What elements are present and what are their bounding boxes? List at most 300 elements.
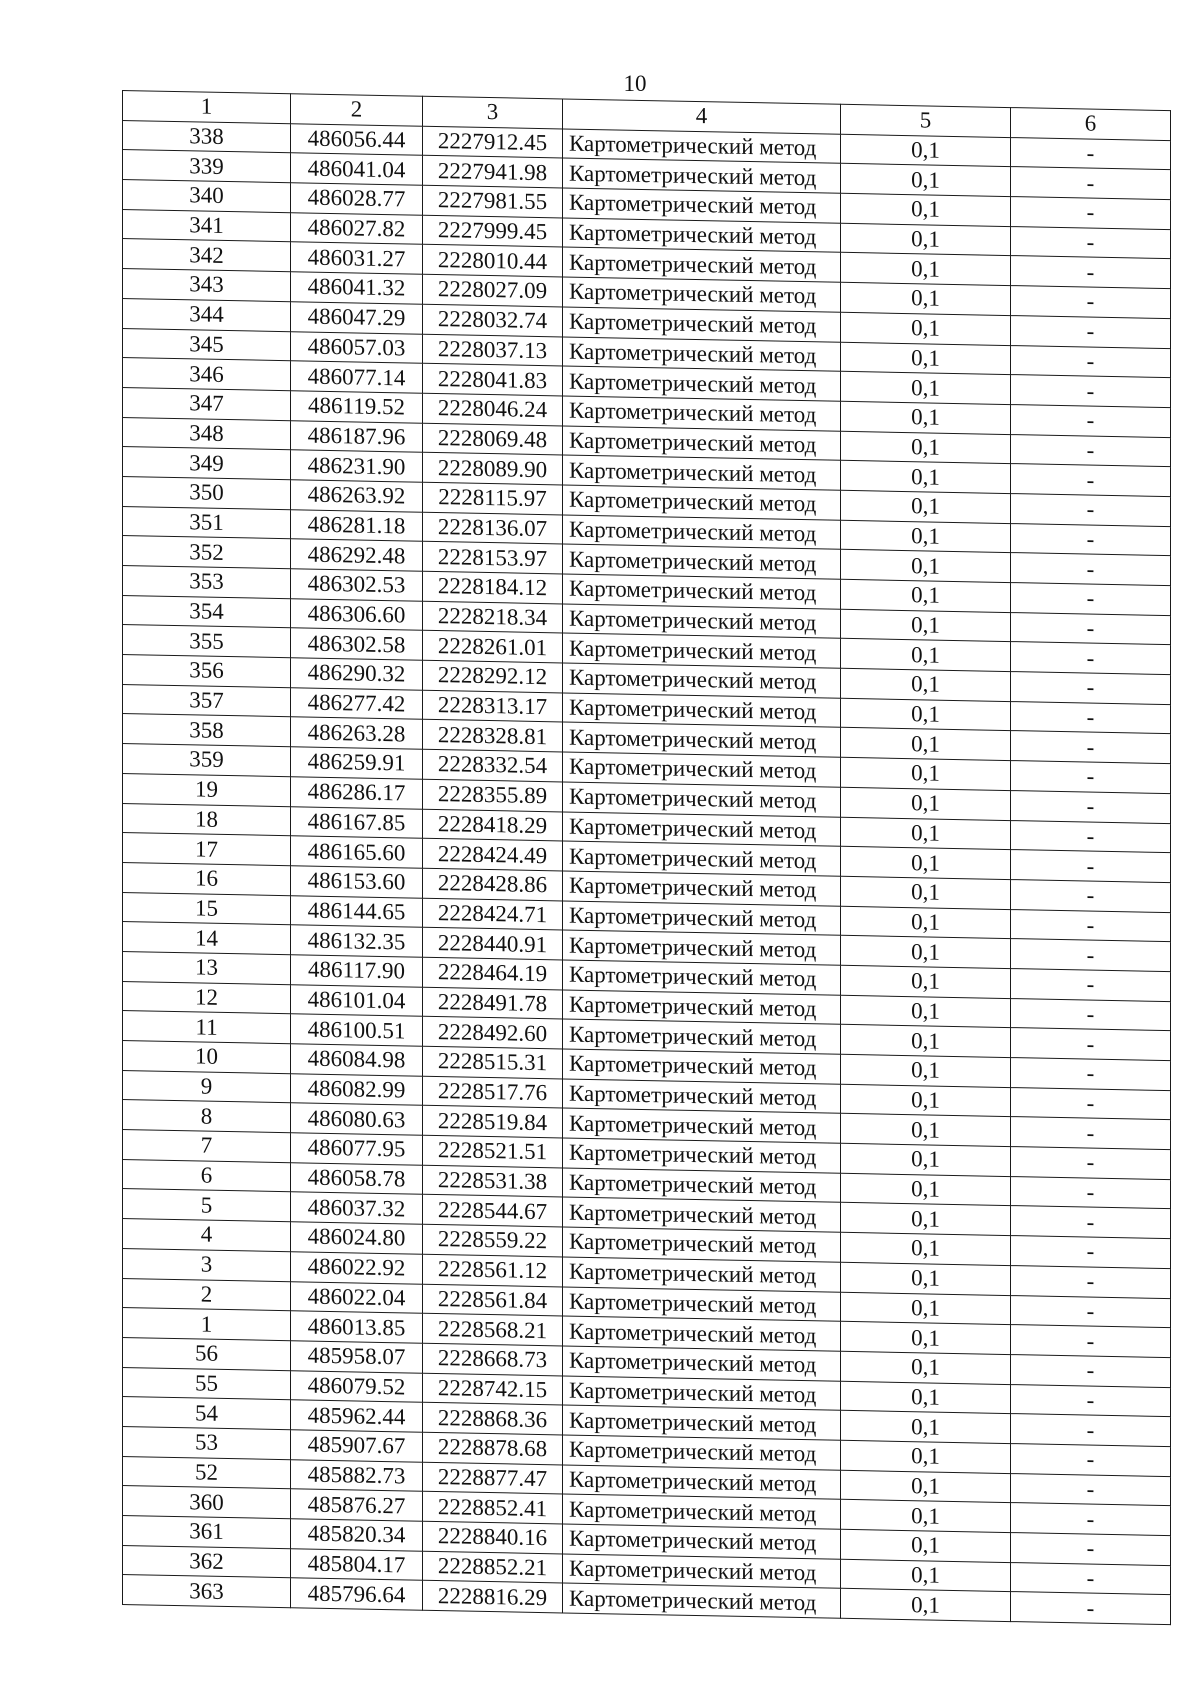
coordinate-x-cell: 485876.27 (291, 1489, 423, 1521)
accuracy-cell: 0,1 (841, 342, 1011, 375)
coordinate-y-cell: 2228041.83 (423, 363, 563, 395)
description-cell: - (1011, 1206, 1171, 1239)
coordinate-x-cell: 486292.48 (291, 539, 423, 571)
coordinate-x-cell: 486022.04 (291, 1281, 423, 1313)
method-cell: Картометрический метод (563, 247, 841, 282)
accuracy-cell: 0,1 (841, 312, 1011, 345)
coordinate-y-cell: 2228046.24 (423, 393, 563, 425)
method-cell: Картометрический метод (563, 1197, 841, 1232)
accuracy-cell: 0,1 (841, 1411, 1011, 1444)
accuracy-cell: 0,1 (841, 1321, 1011, 1354)
point-number-cell: 16 (123, 862, 291, 895)
description-cell: - (1011, 1473, 1171, 1506)
description-cell: - (1011, 701, 1171, 734)
coordinate-x-cell: 486013.85 (291, 1311, 423, 1343)
coordinate-y-cell: 2228544.67 (423, 1195, 563, 1227)
description-cell: - (1011, 1325, 1171, 1358)
coordinate-y-cell: 2228218.34 (423, 601, 563, 633)
point-number-cell: 349 (123, 447, 291, 480)
point-number-cell: 52 (123, 1456, 291, 1489)
coordinate-x-cell: 485820.34 (291, 1519, 423, 1551)
point-number-cell: 346 (123, 358, 291, 391)
accuracy-cell: 0,1 (841, 1351, 1011, 1384)
accuracy-cell: 0,1 (841, 1589, 1011, 1622)
coordinate-y-cell: 2228877.47 (423, 1462, 563, 1494)
method-cell: Картометрический метод (563, 990, 841, 1025)
coordinate-x-cell: 486302.58 (291, 628, 423, 660)
description-cell: - (1011, 998, 1171, 1031)
coordinate-x-cell: 486082.99 (291, 1073, 423, 1105)
coordinate-x-cell: 486277.42 (291, 687, 423, 719)
point-number-cell: 357 (123, 684, 291, 717)
point-number-cell: 340 (123, 180, 291, 213)
coordinate-x-cell: 486165.60 (291, 836, 423, 868)
point-number-cell: 2 (123, 1278, 291, 1311)
description-cell: - (1011, 879, 1171, 912)
coordinate-x-cell: 485804.17 (291, 1548, 423, 1580)
point-number-cell: 9 (123, 1070, 291, 1103)
accuracy-cell: 0,1 (841, 550, 1011, 583)
point-number-cell: 12 (123, 981, 291, 1014)
coordinate-y-cell: 2228491.78 (423, 987, 563, 1019)
description-cell: - (1011, 1087, 1171, 1120)
header-col-2: 2 (291, 94, 423, 126)
coordinate-x-cell: 486259.91 (291, 747, 423, 779)
description-cell: - (1011, 1058, 1171, 1091)
coordinate-y-cell: 2228559.22 (423, 1224, 563, 1256)
description-cell: - (1011, 464, 1171, 497)
coordinate-y-cell: 2228261.01 (423, 631, 563, 663)
point-number-cell: 3 (123, 1248, 291, 1281)
point-number-cell: 347 (123, 387, 291, 420)
coordinate-x-cell: 486117.90 (291, 955, 423, 987)
coordinate-y-cell: 2228519.84 (423, 1106, 563, 1138)
point-number-cell: 342 (123, 239, 291, 272)
coordinate-x-cell: 486058.78 (291, 1162, 423, 1194)
method-cell: Картометрический метод (563, 871, 841, 906)
method-cell: Картометрический метод (563, 693, 841, 728)
method-cell: Картометрический метод (563, 1435, 841, 1470)
coordinate-y-cell: 2228424.49 (423, 838, 563, 870)
header-col-1: 1 (123, 91, 291, 124)
point-number-cell: 345 (123, 328, 291, 361)
point-number-cell: 353 (123, 566, 291, 599)
description-cell: - (1011, 493, 1171, 526)
coordinate-x-cell: 485882.73 (291, 1459, 423, 1491)
point-number-cell: 13 (123, 951, 291, 984)
coordinate-y-cell: 2228115.97 (423, 482, 563, 514)
point-number-cell: 6 (123, 1159, 291, 1192)
description-cell: - (1011, 167, 1171, 200)
accuracy-cell: 0,1 (841, 965, 1011, 998)
description-cell: - (1011, 137, 1171, 170)
coordinate-y-cell: 2228153.97 (423, 542, 563, 574)
accuracy-cell: 0,1 (841, 1440, 1011, 1473)
accuracy-cell: 0,1 (841, 728, 1011, 761)
accuracy-cell: 0,1 (841, 1114, 1011, 1147)
accuracy-cell: 0,1 (841, 817, 1011, 850)
method-cell: Картометрический метод (563, 752, 841, 787)
coordinate-x-cell: 486028.77 (291, 183, 423, 215)
accuracy-cell: 0,1 (841, 1500, 1011, 1533)
point-number-cell: 5 (123, 1189, 291, 1222)
method-cell: Картометрический метод (563, 1376, 841, 1411)
coordinate-x-cell: 486041.32 (291, 272, 423, 304)
accuracy-cell: 0,1 (841, 1203, 1011, 1236)
coordinate-y-cell: 2227912.45 (423, 126, 563, 158)
description-cell: - (1011, 612, 1171, 645)
coordinate-y-cell: 2228878.68 (423, 1432, 563, 1464)
coordinate-x-cell: 486306.60 (291, 598, 423, 630)
coordinate-y-cell: 2228852.41 (423, 1492, 563, 1524)
coordinate-y-cell: 2228010.44 (423, 245, 563, 277)
accuracy-cell: 0,1 (841, 846, 1011, 879)
coordinate-x-cell: 486057.03 (291, 331, 423, 363)
coordinate-x-cell: 486144.65 (291, 895, 423, 927)
coordinate-x-cell: 486101.04 (291, 984, 423, 1016)
coordinate-x-cell: 486132.35 (291, 925, 423, 957)
coordinate-x-cell: 485796.64 (291, 1578, 423, 1610)
coordinate-y-cell: 2228852.21 (423, 1551, 563, 1583)
method-cell: Картометрический метод (563, 1346, 841, 1381)
coordinates-table-container (122, 90, 1170, 1625)
description-cell: - (1011, 404, 1171, 437)
description-cell: - (1011, 761, 1171, 794)
description-cell: - (1011, 523, 1171, 556)
coordinate-y-cell: 2228089.90 (423, 453, 563, 485)
accuracy-cell: 0,1 (841, 936, 1011, 969)
method-cell: Картометрический метод (563, 1108, 841, 1143)
accuracy-cell: 0,1 (841, 639, 1011, 672)
point-number-cell: 362 (123, 1545, 291, 1578)
accuracy-cell: 0,1 (841, 164, 1011, 197)
coordinate-x-cell: 486024.80 (291, 1222, 423, 1254)
method-cell: Картометрический метод (563, 158, 841, 193)
description-cell: - (1011, 1028, 1171, 1061)
point-number-cell: 348 (123, 417, 291, 450)
method-cell: Картометрический метод (563, 930, 841, 965)
method-cell: Картометрический метод (563, 1019, 841, 1054)
coordinate-x-cell: 486031.27 (291, 242, 423, 274)
point-number-cell: 358 (123, 714, 291, 747)
coordinate-y-cell: 2228418.29 (423, 809, 563, 841)
coordinate-y-cell: 2228037.13 (423, 334, 563, 366)
accuracy-cell: 0,1 (841, 1143, 1011, 1176)
accuracy-cell: 0,1 (841, 668, 1011, 701)
method-cell: Картометрический метод (563, 960, 841, 995)
point-number-cell: 350 (123, 476, 291, 509)
description-cell: - (1011, 642, 1171, 675)
method-cell: Картометрический метод (563, 485, 841, 520)
method-cell: Картометрический метод (563, 1316, 841, 1351)
method-cell: Картометрический метод (563, 1049, 841, 1084)
accuracy-cell: 0,1 (841, 698, 1011, 731)
method-cell: Картометрический метод (563, 544, 841, 579)
coordinate-y-cell: 2228027.09 (423, 274, 563, 306)
header-col-3: 3 (423, 96, 563, 128)
coordinate-y-cell: 2228440.91 (423, 928, 563, 960)
method-cell: Картометрический метод (563, 366, 841, 401)
coordinate-y-cell: 2228561.84 (423, 1284, 563, 1316)
coordinate-y-cell: 2228668.73 (423, 1343, 563, 1375)
method-cell: Картометрический метод (563, 574, 841, 609)
coordinate-x-cell: 486027.82 (291, 212, 423, 244)
coordinate-y-cell: 2228840.16 (423, 1521, 563, 1553)
accuracy-cell: 0,1 (841, 223, 1011, 256)
accuracy-cell: 0,1 (841, 461, 1011, 494)
description-cell: - (1011, 939, 1171, 972)
coordinate-x-cell: 485962.44 (291, 1400, 423, 1432)
coordinate-y-cell: 2228313.17 (423, 690, 563, 722)
coordinates-table (122, 90, 1171, 1625)
description-cell: - (1011, 583, 1171, 616)
coordinate-x-cell: 486187.96 (291, 420, 423, 452)
point-number-cell: 360 (123, 1486, 291, 1519)
coordinate-y-cell: 2228561.12 (423, 1254, 563, 1286)
description-cell: - (1011, 1414, 1171, 1447)
accuracy-cell: 0,1 (841, 1173, 1011, 1206)
description-cell: - (1011, 1176, 1171, 1209)
description-cell: - (1011, 375, 1171, 408)
coordinate-y-cell: 2228136.07 (423, 512, 563, 544)
coordinate-x-cell: 486047.29 (291, 302, 423, 334)
coordinate-y-cell: 2228515.31 (423, 1046, 563, 1078)
point-number-cell: 363 (123, 1575, 291, 1608)
accuracy-cell: 0,1 (841, 1559, 1011, 1592)
accuracy-cell: 0,1 (841, 401, 1011, 434)
method-cell: Картометрический метод (563, 336, 841, 371)
coordinate-x-cell: 486286.17 (291, 777, 423, 809)
point-number-cell: 361 (123, 1516, 291, 1549)
coordinate-y-cell: 2228742.15 (423, 1373, 563, 1405)
accuracy-cell: 0,1 (841, 1381, 1011, 1414)
point-number-cell: 355 (123, 625, 291, 658)
description-cell: - (1011, 1117, 1171, 1150)
accuracy-cell: 0,1 (841, 520, 1011, 553)
coordinate-x-cell: 486281.18 (291, 509, 423, 541)
point-number-cell: 10 (123, 1041, 291, 1074)
description-cell: - (1011, 197, 1171, 230)
method-cell: Картометрический метод (563, 396, 841, 431)
description-cell: - (1011, 1384, 1171, 1417)
method-cell: Картометрический метод (563, 663, 841, 698)
method-cell: Картометрический метод (563, 811, 841, 846)
coordinate-x-cell: 485958.07 (291, 1341, 423, 1373)
method-cell: Картометрический метод (563, 1465, 841, 1500)
accuracy-cell: 0,1 (841, 193, 1011, 226)
description-cell: - (1011, 1147, 1171, 1180)
coordinate-x-cell: 486290.32 (291, 658, 423, 690)
coordinate-y-cell: 2228332.54 (423, 749, 563, 781)
table-body (123, 120, 1171, 1624)
coordinate-y-cell: 2228292.12 (423, 660, 563, 692)
method-cell: Картометрический метод (563, 722, 841, 757)
accuracy-cell: 0,1 (841, 1262, 1011, 1295)
description-cell: - (1011, 731, 1171, 764)
coordinate-y-cell: 2228069.48 (423, 423, 563, 455)
accuracy-cell: 0,1 (841, 371, 1011, 404)
accuracy-cell: 0,1 (841, 579, 1011, 612)
point-number-cell: 341 (123, 209, 291, 242)
method-cell: Картометрический метод (563, 1405, 841, 1440)
point-number-cell: 54 (123, 1397, 291, 1430)
coordinate-y-cell: 2228184.12 (423, 571, 563, 603)
point-number-cell: 351 (123, 506, 291, 539)
method-cell: Картометрический метод (563, 515, 841, 550)
description-cell: - (1011, 1295, 1171, 1328)
coordinate-y-cell: 2228517.76 (423, 1076, 563, 1108)
coordinate-x-cell: 486041.04 (291, 153, 423, 185)
coordinate-x-cell: 486119.52 (291, 391, 423, 423)
accuracy-cell: 0,1 (841, 1054, 1011, 1087)
point-number-cell: 11 (123, 1011, 291, 1044)
accuracy-cell: 0,1 (841, 134, 1011, 167)
coordinate-y-cell: 2228521.51 (423, 1135, 563, 1167)
coordinate-x-cell: 486231.90 (291, 450, 423, 482)
description-cell: - (1011, 434, 1171, 467)
method-cell: Картометрический метод (563, 1227, 841, 1262)
method-cell: Картометрический метод (563, 1494, 841, 1529)
point-number-cell: 352 (123, 536, 291, 569)
point-number-cell: 356 (123, 655, 291, 688)
coordinate-x-cell: 486077.14 (291, 361, 423, 393)
accuracy-cell: 0,1 (841, 609, 1011, 642)
accuracy-cell: 0,1 (841, 490, 1011, 523)
point-number-cell: 338 (123, 120, 291, 153)
method-cell: Картометрический метод (563, 1554, 841, 1589)
point-number-cell: 4 (123, 1219, 291, 1252)
method-cell: Картометрический метод (563, 307, 841, 342)
point-number-cell: 8 (123, 1100, 291, 1133)
point-number-cell: 53 (123, 1426, 291, 1459)
point-number-cell: 359 (123, 744, 291, 777)
coordinate-y-cell: 2227999.45 (423, 215, 563, 247)
point-number-cell: 1 (123, 1308, 291, 1341)
accuracy-cell: 0,1 (841, 431, 1011, 464)
coordinate-y-cell: 2228868.36 (423, 1403, 563, 1435)
description-cell: - (1011, 286, 1171, 319)
description-cell: - (1011, 1265, 1171, 1298)
coordinate-x-cell: 486022.92 (291, 1252, 423, 1284)
method-cell: Картометрический метод (563, 1583, 841, 1618)
point-number-cell: 354 (123, 595, 291, 628)
coordinate-y-cell: 2228531.38 (423, 1165, 563, 1197)
point-number-cell: 55 (123, 1367, 291, 1400)
coordinate-x-cell: 486153.60 (291, 866, 423, 898)
description-cell: - (1011, 1592, 1171, 1625)
description-cell: - (1011, 1354, 1171, 1387)
method-cell: Картометрический метод (563, 129, 841, 164)
accuracy-cell: 0,1 (841, 1470, 1011, 1503)
coordinate-y-cell: 2228816.29 (423, 1581, 563, 1613)
coordinate-x-cell: 486263.28 (291, 717, 423, 749)
coordinate-y-cell: 2228424.71 (423, 898, 563, 930)
description-cell: - (1011, 1533, 1171, 1566)
description-cell: - (1011, 345, 1171, 378)
accuracy-cell: 0,1 (841, 1529, 1011, 1562)
description-cell: - (1011, 553, 1171, 586)
coordinate-x-cell: 486037.32 (291, 1192, 423, 1224)
point-number-cell: 19 (123, 773, 291, 806)
method-cell: Картометрический метод (563, 633, 841, 668)
coordinate-y-cell: 2227981.55 (423, 185, 563, 217)
coordinate-x-cell: 486056.44 (291, 123, 423, 155)
method-cell: Картометрический метод (563, 1079, 841, 1114)
method-cell: Картометрический метод (563, 604, 841, 639)
coordinate-x-cell: 486084.98 (291, 1044, 423, 1076)
header-col-5: 5 (841, 104, 1011, 137)
coordinate-y-cell: 2228032.74 (423, 304, 563, 336)
header-col-4: 4 (563, 99, 841, 134)
coordinate-y-cell: 2228568.21 (423, 1313, 563, 1345)
coordinate-y-cell: 2228355.89 (423, 779, 563, 811)
method-cell: Картометрический метод (563, 426, 841, 461)
point-number-cell: 14 (123, 922, 291, 955)
point-number-cell: 339 (123, 150, 291, 183)
accuracy-cell: 0,1 (841, 1292, 1011, 1325)
method-cell: Картометрический метод (563, 1257, 841, 1292)
coordinate-y-cell: 2228428.86 (423, 868, 563, 900)
accuracy-cell: 0,1 (841, 1232, 1011, 1265)
description-cell: - (1011, 909, 1171, 942)
description-cell: - (1011, 315, 1171, 348)
point-number-cell: 17 (123, 833, 291, 866)
description-cell: - (1011, 820, 1171, 853)
header-col-6: 6 (1011, 108, 1171, 141)
description-cell: - (1011, 256, 1171, 289)
coordinate-x-cell: 486263.92 (291, 480, 423, 512)
point-number-cell: 343 (123, 269, 291, 302)
accuracy-cell: 0,1 (841, 906, 1011, 939)
accuracy-cell: 0,1 (841, 876, 1011, 909)
description-cell: - (1011, 226, 1171, 259)
page-number: 10 (623, 71, 647, 96)
coordinate-y-cell: 2227941.98 (423, 156, 563, 188)
coordinate-x-cell: 486100.51 (291, 1014, 423, 1046)
coordinate-y-cell: 2228492.60 (423, 1017, 563, 1049)
accuracy-cell: 0,1 (841, 282, 1011, 315)
accuracy-cell: 0,1 (841, 253, 1011, 286)
point-number-cell: 7 (123, 1130, 291, 1163)
coordinate-x-cell: 485907.67 (291, 1430, 423, 1462)
method-cell: Картометрический метод (563, 782, 841, 817)
description-cell: - (1011, 968, 1171, 1001)
coordinate-x-cell: 486077.95 (291, 1133, 423, 1165)
description-cell: - (1011, 672, 1171, 705)
method-cell: Картометрический метод (563, 277, 841, 312)
method-cell: Картометрический метод (563, 188, 841, 223)
method-cell: Картометрический метод (563, 1524, 841, 1559)
description-cell: - (1011, 1562, 1171, 1595)
description-cell: - (1011, 850, 1171, 883)
method-cell: Картометрический метод (563, 1168, 841, 1203)
description-cell: - (1011, 790, 1171, 823)
accuracy-cell: 0,1 (841, 995, 1011, 1028)
coordinate-y-cell: 2228464.19 (423, 957, 563, 989)
method-cell: Картометрический метод (563, 841, 841, 876)
method-cell: Картометрический метод (563, 455, 841, 490)
accuracy-cell: 0,1 (841, 1084, 1011, 1117)
point-number-cell: 56 (123, 1337, 291, 1370)
description-cell: - (1011, 1443, 1171, 1476)
description-cell: - (1011, 1236, 1171, 1269)
coordinate-y-cell: 2228328.81 (423, 720, 563, 752)
accuracy-cell: 0,1 (841, 757, 1011, 790)
description-cell: - (1011, 1503, 1171, 1536)
coordinate-x-cell: 486302.53 (291, 569, 423, 601)
method-cell: Картометрический метод (563, 1286, 841, 1321)
point-number-cell: 344 (123, 298, 291, 331)
